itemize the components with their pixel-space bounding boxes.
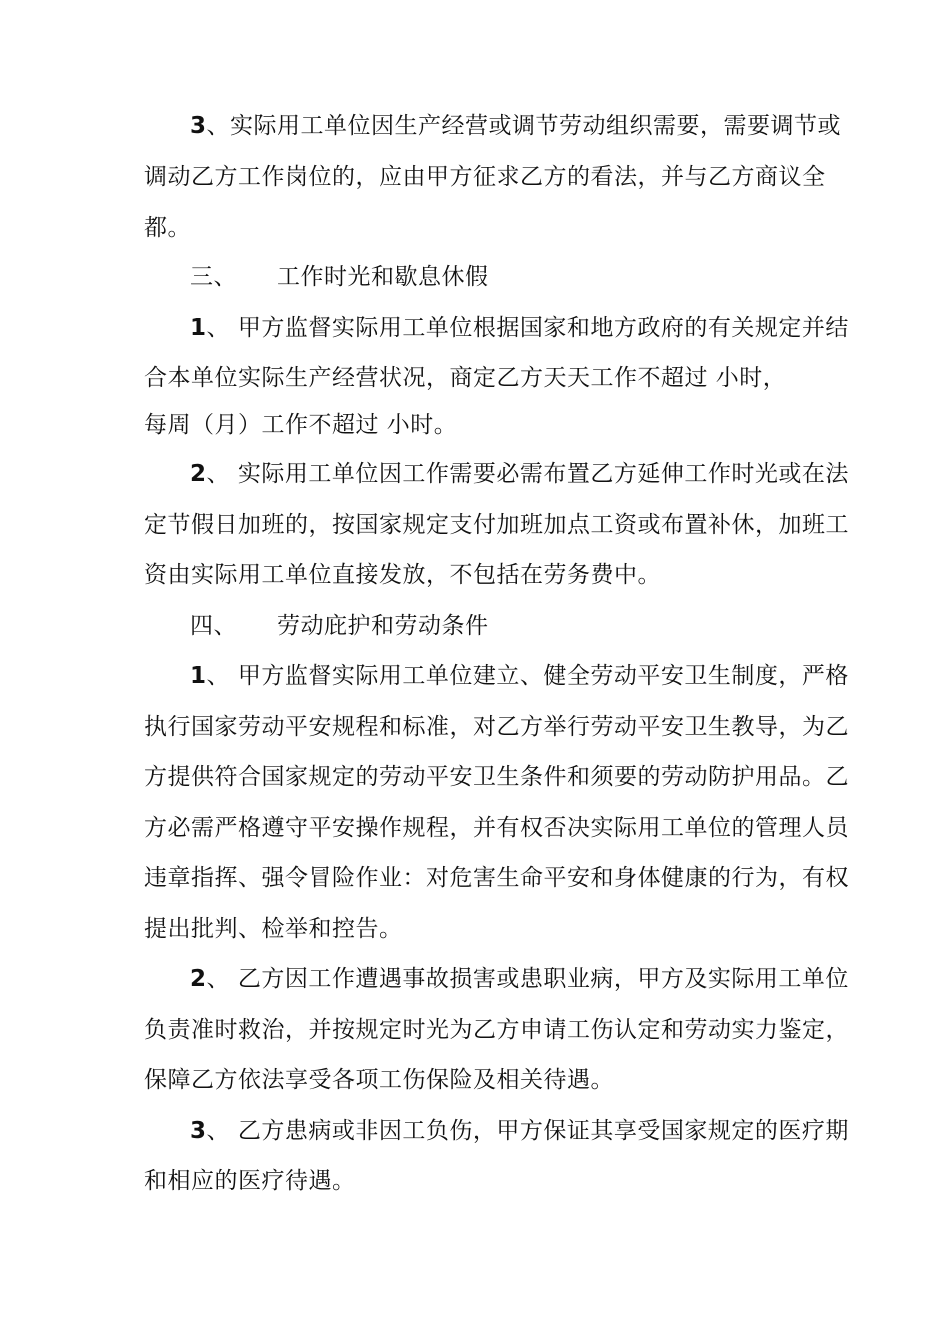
section-heading xyxy=(190,611,489,641)
paragraph-line: 每周（月）工作不超过 小时。 xyxy=(144,412,458,438)
paragraph-line: 保障乙方依法享受各项工伤保险及相关待遇。 xyxy=(144,1067,614,1093)
paragraph-text: 、 乙方因工作遭遇事故损害或患职业病，甲方及实际用工单位 xyxy=(206,966,849,992)
clause-number: 2 xyxy=(190,966,207,992)
paragraph-line: 定节假日加班的，按国家规定支付加班加点工资或布置补休，加班工 xyxy=(144,512,849,538)
paragraph-line: 提出批判、检举和控告。 xyxy=(144,916,403,942)
clause-number: 2 xyxy=(190,461,207,487)
paragraph-line xyxy=(190,111,841,141)
paragraph-line xyxy=(190,1116,849,1146)
section-number: 三、 xyxy=(190,264,237,290)
paragraph-line: 违章指挥、强令冒险作业：对危害生命平安和身体健康的行为，有权 xyxy=(144,865,849,891)
paragraph-text: 、 实际用工单位因工作需要必需布置乙方延伸工作时光或在法 xyxy=(206,461,849,487)
paragraph-line xyxy=(190,661,849,691)
paragraph-line: 方提供符合国家规定的劳动平安卫生条件和须要的劳动防护用品。乙 xyxy=(144,764,849,790)
paragraph-line xyxy=(190,313,849,343)
paragraph-line: 调动乙方工作岗位的，应由甲方征求乙方的看法，并与乙方商议全 xyxy=(144,164,826,190)
paragraph-line: 合本单位实际生产经营状况，商定乙方天天工作不超过 小时， xyxy=(144,365,787,391)
paragraph-line: 负责准时救治，并按规定时光为乙方申请工伤认定和劳动实力鉴定， xyxy=(144,1017,849,1043)
clause-number: 3 xyxy=(190,113,207,139)
paragraph-text: 、实际用工单位因生产经营或调节劳动组织需要，需要调节或 xyxy=(206,113,842,139)
section-title: 劳动庇护和劳动条件 xyxy=(277,613,489,639)
clause-number: 1 xyxy=(190,663,207,689)
section-title: 工作时光和歇息休假 xyxy=(277,264,489,290)
paragraph-line: 和相应的医疗待遇。 xyxy=(144,1168,356,1194)
paragraph-line: 都。 xyxy=(144,215,191,241)
paragraph-line: 执行国家劳动平安规程和标准，对乙方举行劳动平安卫生教导，为乙 xyxy=(144,714,849,740)
paragraph-text: 、 甲方监督实际用工单位建立、健全劳动平安卫生制度，严格 xyxy=(206,663,849,689)
clause-number: 3 xyxy=(190,1118,207,1144)
paragraph-line xyxy=(190,964,849,994)
paragraph-text: 、 乙方患病或非因工负伤，甲方保证其享受国家规定的医疗期 xyxy=(206,1118,849,1144)
paragraph-text: 、 甲方监督实际用工单位根据国家和地方政府的有关规定并结 xyxy=(206,315,849,341)
section-heading xyxy=(190,262,489,292)
paragraph-line: 资由实际用工单位直接发放，不包括在劳务费中。 xyxy=(144,562,661,588)
paragraph-line xyxy=(190,459,849,489)
section-number: 四、 xyxy=(190,613,237,639)
clause-number: 1 xyxy=(190,315,207,341)
paragraph-line: 方必需严格遵守平安操作规程，并有权否决实际用工单位的管理人员 xyxy=(144,815,849,841)
